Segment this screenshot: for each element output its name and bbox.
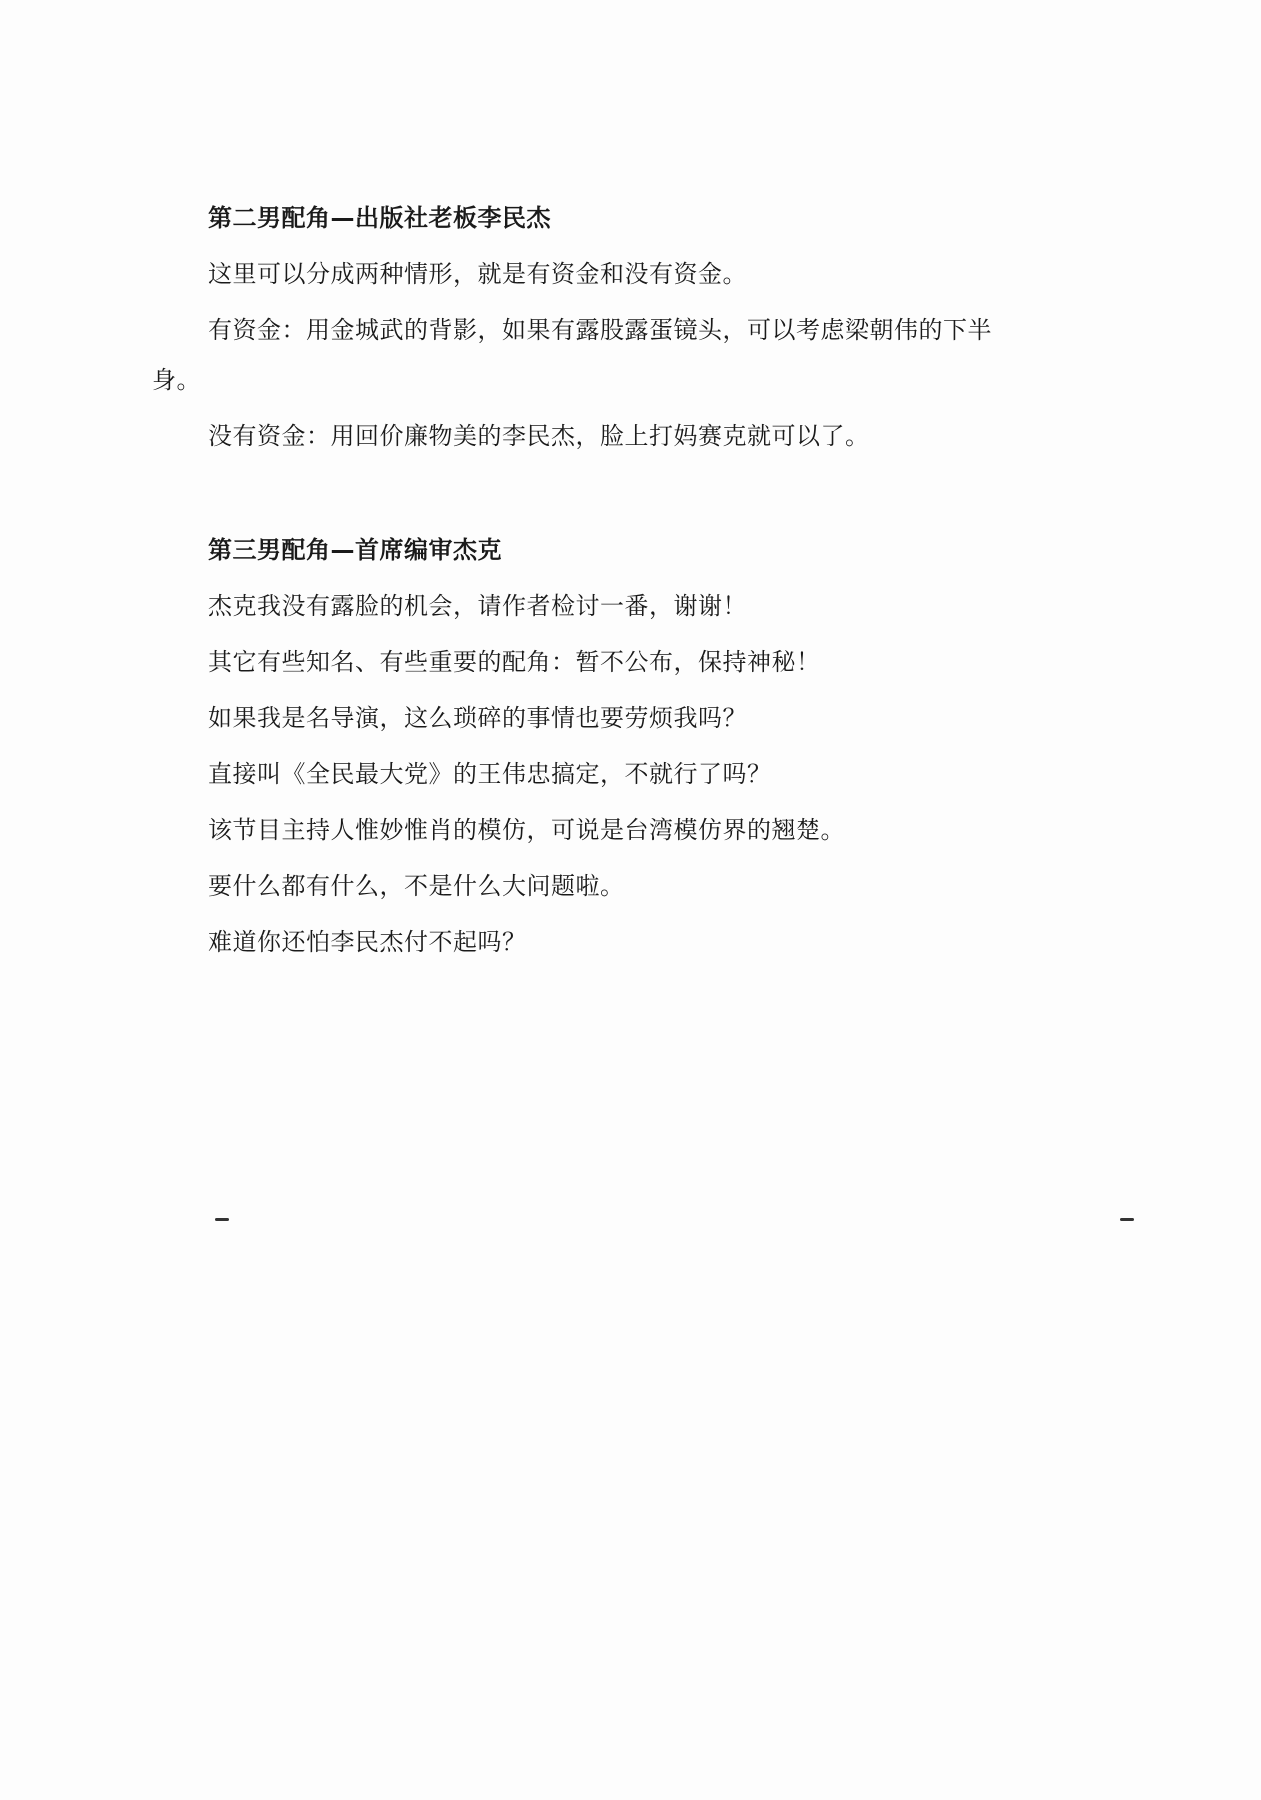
paragraph bbox=[152, 926, 1112, 958]
paragraph-text: 没有资金：用回价廉物美的李民杰，脸上打妈赛克就可以了。 bbox=[208, 422, 870, 450]
paragraph bbox=[152, 646, 1112, 678]
section-supporting-actor-3 bbox=[152, 534, 1112, 566]
paragraph bbox=[152, 314, 1112, 346]
paragraph-text: 有资金：用金城武的背影，如果有露股露蛋镜头，可以考虑梁朝伟的下半 bbox=[208, 316, 992, 344]
paragraph-text: 该节目主持人惟妙惟肖的模仿，可说是台湾模仿界的翘楚。 bbox=[208, 816, 845, 844]
paragraph-text: 直接叫《全民最大党》的王伟忠搞定，不就行了吗？ bbox=[208, 760, 772, 788]
paragraph bbox=[152, 420, 1112, 452]
paragraph-text: 杰克我没有露脸的机会，请作者检讨一番，谢谢！ bbox=[208, 592, 747, 620]
section-heading: 第二男配角—出版社老板李民杰 bbox=[208, 204, 551, 232]
paragraph-continuation bbox=[152, 364, 1112, 396]
paragraph-text: 这里可以分成两种情形，就是有资金和没有资金。 bbox=[208, 260, 747, 288]
section-supporting-actor-2 bbox=[152, 202, 1112, 234]
paragraph bbox=[152, 758, 1112, 790]
paragraph-text: 身。 bbox=[152, 366, 201, 394]
paragraph bbox=[152, 814, 1112, 846]
paragraph bbox=[152, 590, 1112, 622]
paragraph bbox=[152, 870, 1112, 902]
paragraph-text: 要什么都有什么，不是什么大问题啦。 bbox=[208, 872, 625, 900]
section-heading: 第三男配角—首席编审杰克 bbox=[208, 536, 502, 564]
paragraph bbox=[152, 702, 1112, 734]
scan-mark-left bbox=[215, 1218, 229, 1221]
paragraph-text: 其它有些知名、有些重要的配角：暂不公布，保持神秘！ bbox=[208, 648, 821, 676]
paragraph-text: 如果我是名导演，这么琐碎的事情也要劳烦我吗？ bbox=[208, 704, 747, 732]
scan-mark-right bbox=[1120, 1218, 1134, 1221]
paragraph bbox=[152, 258, 1112, 290]
paragraph-text: 难道你还怕李民杰付不起吗？ bbox=[208, 928, 527, 956]
